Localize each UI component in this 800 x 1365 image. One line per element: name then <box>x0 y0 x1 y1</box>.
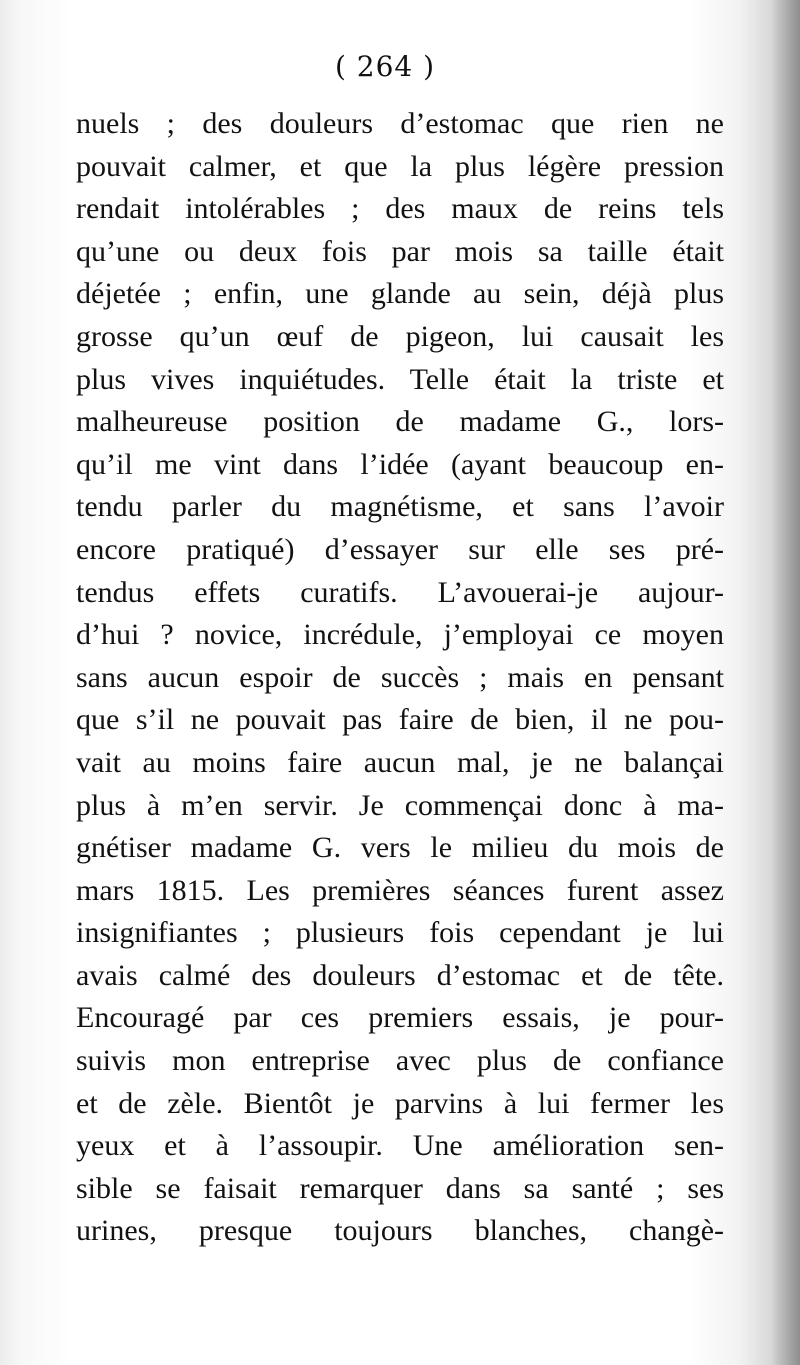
text-line: qu’il me vint dans l’idée (ayant beaucoup en- <box>76 447 724 481</box>
text-line: Encouragé par ces premiers essais, je pour- <box>76 1001 724 1035</box>
text-line: yeux et à l’assoupir. Une amélioration sen- <box>76 1129 724 1163</box>
text-line: nuels ; des douleurs d’estomac que rien ne <box>76 107 724 140</box>
text-line: qu’une ou deux fois par mois sa taille était <box>76 234 724 268</box>
text-line: urines, presque toujours blanches, changè- <box>76 1214 724 1248</box>
body-text <box>76 103 724 1253</box>
text-line: malheureuse position de madame G., lors- <box>76 405 724 439</box>
page-number: ( 264 ) <box>334 50 436 83</box>
text-line: suivis mon entreprise avec plus de confiance <box>76 1044 724 1078</box>
text-line: grosse qu’un œuf de pigeon, lui causait les <box>76 319 724 353</box>
text-line: vait au moins faire aucun mal, je ne balançai <box>76 745 724 779</box>
page-edge-shadow <box>772 0 800 1365</box>
text-line: d’hui ? novice, incrédule, j’employai ce moyen <box>76 618 724 652</box>
text-line: que s’il ne pouvait pas faire de bien, il ne pou- <box>76 703 724 737</box>
text-line: et de zèle. Bientôt je parvins à lui fermer les <box>76 1086 724 1120</box>
text-line: gnétiser madame G. vers le milieu du mois de <box>76 831 724 865</box>
text-line: encore pratiqué) d’essayer sur elle ses pré- <box>76 532 724 566</box>
text-line: insignifiantes ; plusieurs fois cependant je lui <box>76 916 724 950</box>
text-line: avais calmé des douleurs d’estomac et de tête. <box>76 958 724 992</box>
text-line: sans aucun espoir de succès ; mais en pensant <box>76 660 724 694</box>
text-line: tendu parler du magnétisme, et sans l’avoir <box>76 490 724 524</box>
text-line: plus vives inquiétudes. Telle était la triste et <box>76 362 724 396</box>
text-line: sible se faisait remarquer dans sa santé ; ses <box>76 1171 724 1205</box>
text-line: tendus effets curatifs. L’avouerai-je aujour- <box>76 575 724 609</box>
text-line: mars 1815. Les premières séances furent assez <box>76 873 724 907</box>
text-line: pouvait calmer, et que la plus légère pression <box>76 149 724 183</box>
text-line: plus à m’en servir. Je commençai donc à ma- <box>76 788 724 822</box>
text-line: rendait intolérables ; des maux de reins tels <box>76 192 724 226</box>
text-line: déjetée ; enfin, une glande au sein, déjà plus <box>76 277 724 311</box>
